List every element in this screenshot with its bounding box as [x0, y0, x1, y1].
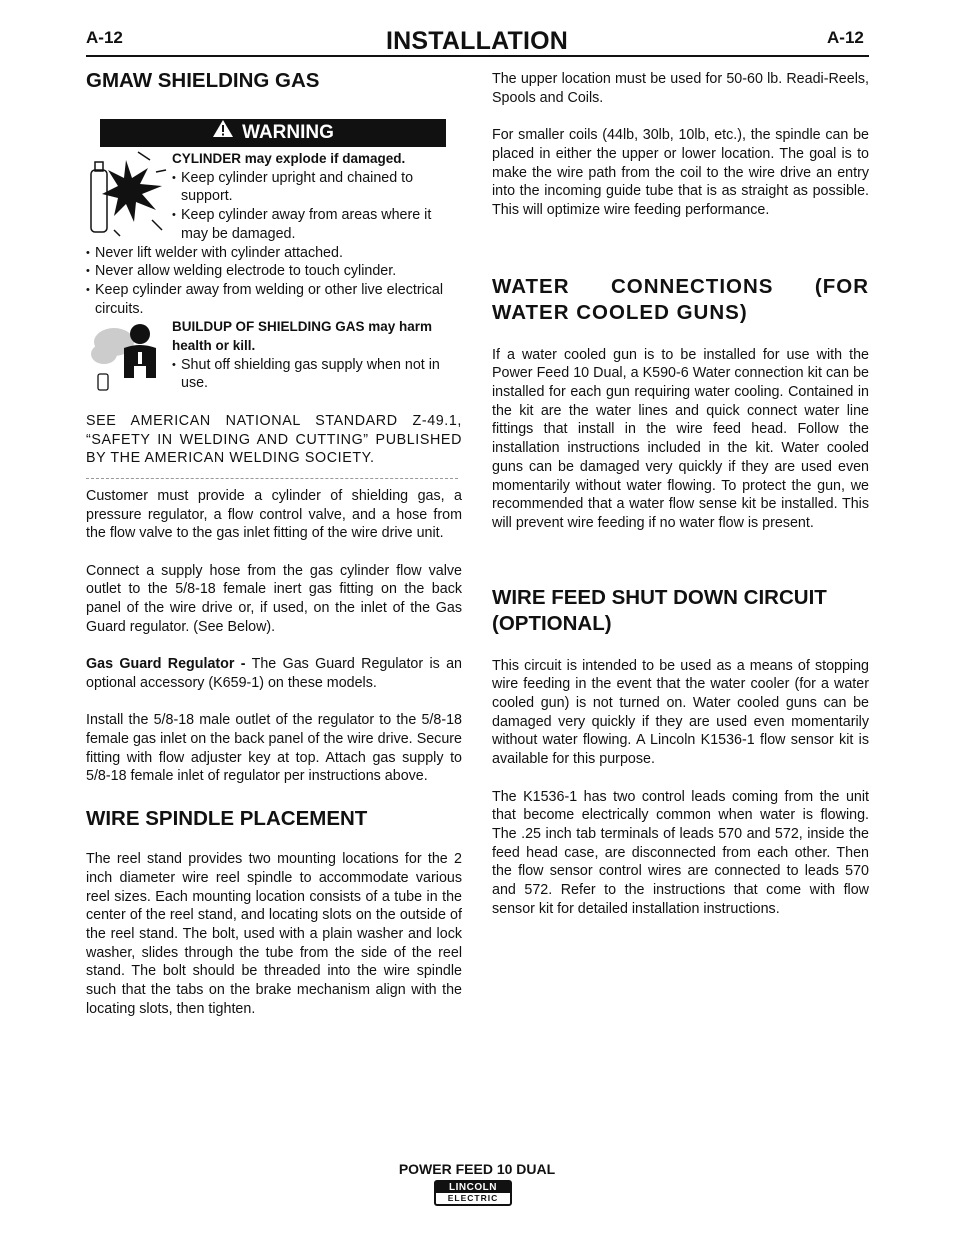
cylinder-warning-title: CYLINDER may explode if damaged. — [172, 151, 406, 166]
page-number-left: A-12 — [86, 28, 123, 47]
gas-bullets — [172, 356, 452, 393]
cylinder-warning — [86, 150, 462, 244]
logo-bottom: ELECTRIC — [447, 1193, 499, 1203]
cylinder-bullets-wide — [86, 244, 462, 319]
gas-hazard-icon — [90, 320, 166, 398]
paragraph-k1536: The K1536-1 has two control leads coming from the unit that become electrically common when water is flowing. The .25 inch tab terminals of leads 570 and 572, inside the feed head case, are disconnected from each other. Then the flow sensor control wires are connected to leads 570 and 572. Refer to the instructions that come with flow sensor kit for detailed installation instructions. — [492, 788, 869, 917]
gas-warning — [86, 318, 462, 393]
list-item: • Shut off shielding gas supply when not in use. — [172, 356, 452, 393]
list-item: • Keep cylinder away from welding or other live electrical circuits. — [86, 281, 452, 318]
warning-triangle-icon — [212, 119, 234, 147]
water-heading: WATER CONNECTIONS (FOR WATER COOLED GUNS) — [492, 274, 869, 324]
cylinder-bullets — [172, 169, 452, 244]
warning-banner — [100, 119, 446, 147]
right-column — [492, 70, 869, 918]
list-item: • Never allow welding electrode to touch cylinder. — [86, 262, 452, 281]
gmaw-heading: GMAW SHIELDING GAS — [86, 69, 320, 92]
cylinder-explosion-icon — [86, 150, 168, 244]
gas-guard-text: The Gas Guard Regulator is an optional accessory (K659-1) on these models. — [86, 656, 462, 691]
paragraph-circuit: This circuit is intended to be used as a means of stopping wire feeding in the event that the water cooler (for a water cooled gun) is not turned on. Water cooled guns can be damaged very quickly if they are used even momentarily without water flowing. A Lincoln K1536-1 flow sensor kit is available for this purpose. — [492, 657, 869, 768]
shutdown-heading: WIRE FEED SHUT DOWN CIRCUIT (OPTIONAL) — [492, 585, 827, 635]
page-number-right: A-12 — [827, 28, 864, 47]
standard-reference: SEE AMERICAN NATIONAL STANDARD Z-49.1, “SAFETY IN WELDING AND CUTTING” PUBLISHED BY THE AMERICAN WELDING SOCIETY. — [86, 412, 462, 467]
list-item: • Keep cylinder away from areas where it may be damaged. — [172, 206, 452, 243]
paragraph-gas-guard — [86, 655, 462, 692]
paragraph-upper: The upper location must be used for 50-60 lb. Readi-Reels, Spools and Coils. — [492, 71, 869, 106]
page-title: INSTALLATION — [385, 27, 568, 55]
paragraph-spindle: The reel stand provides two mounting locations for the 2 inch diameter wire reel spindle to accommodate various reel sizes. Each mounting location consists of a tube in the center of the reel stand, and locating slots on the outside of the reel stand. The bolt, used with a plain washer and lock washer, slides through the tube from the side of the reel stand. The bolt should be threaded into the wire spindle such that the tabs on the brake mechanism align with the locating slots, then tighten. — [86, 851, 462, 1017]
paragraph-water: If a water cooled gun is to be installed for use with the Power Feed 10 Dual, a K590-6 Water connection kit can be installed for each gun requiring water cooling. Contained in the kit are the water lines and quick connect water line fittings that install in the wire feed head. Follow the installation instructions included in the kit. Water cooled guns can be damaged very quickly if they are used even momentarily without water flowing. To protect the gun, we recommended that a water flow sense kit be installed. This will prevent wire feeding if no water flow is present. — [492, 346, 869, 531]
divider — [86, 478, 458, 479]
paragraph-customer: Customer must provide a cylinder of shielding gas, a pressure regulator, a flow control valve, and a hose from the flow valve to the gas inlet fitting of the wire drive unit. — [86, 487, 462, 542]
paragraph-connect: Connect a supply hose from the gas cylinder flow valve outlet to the 5/8-18 female inert gas fitting on the back panel of the wire drive or, if used, on the inlet of the Gas Guard regulator. (See Below). — [86, 562, 462, 635]
product-name: POWER FEED 10 DUAL — [398, 1161, 556, 1177]
paragraph-smaller-coils: For smaller coils (44lb, 30lb, 10lb, etc.), the spindle can be placed in either the upper or lower location. The goal is to make the wire path from the coil to the wire drive an entry into the incoming guide tube that is as straight as possible. This will optimize wire feeding performance. — [492, 127, 869, 218]
warning-label: WARNING — [242, 122, 334, 144]
gas-guard-label: Gas Guard Regulator - — [86, 656, 246, 673]
logo-top: LINCOLN — [436, 1182, 510, 1193]
header-rule — [86, 55, 869, 57]
list-item: • Keep cylinder upright and chained to support. — [172, 169, 452, 206]
paragraph-install: Install the 5/8-18 male outlet of the regulator to the 5/8-18 female gas inlet on the back panel of the wire drive. Secure fitting with flow adjuster key at top. Attach gas supply to 5/8-18 female inlet of regulator per instructions above. — [86, 712, 462, 785]
list-item: • Never lift welder with cylinder attached. — [86, 244, 452, 263]
spindle-heading: WIRE SPINDLE PLACEMENT — [86, 807, 368, 831]
gas-warning-title: BUILDUP OF SHIELDING GAS may harm health or kill. — [172, 319, 433, 354]
lincoln-electric-logo — [434, 1180, 512, 1206]
left-column — [86, 68, 462, 1018]
